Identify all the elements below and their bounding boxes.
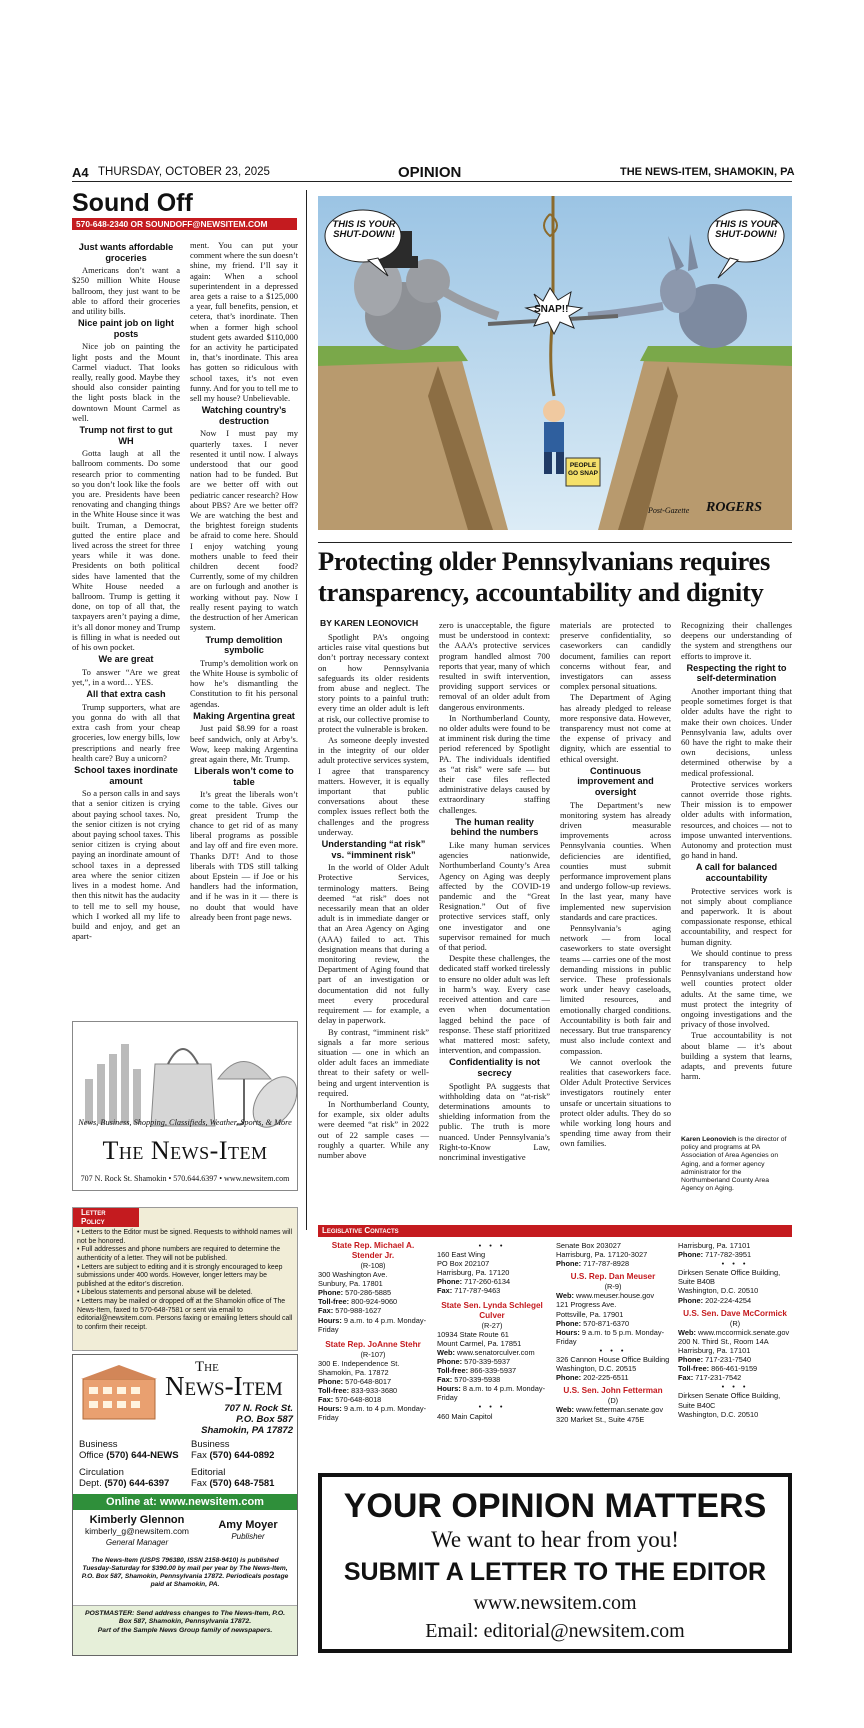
- paragraph: We should continue to press for transparency to help Pennsylvanians understand how well counties protect older adults. At the same time, we must protect the integrity of ongoing investigations and the privacy of those involved.: [681, 947, 792, 1030]
- ad-address: 707 N. Rock St. Shamokin • 570.644.6397 • www.newsitem.com: [80, 1174, 290, 1183]
- paragraph: Spotlight PA’s ongoing articles raise vital questions but don’t portray necessary context on how Pennsylvania safeguards its older residents from abuse and neglect. The story points to a painful truth: every time an older adult is left at risk, our collective promise to protect the vulnerable is broken.: [318, 632, 429, 734]
- paragraph: Protective services work is not simply about compliance and paperwork. It is about compassionate response, ethical accountability, and respect for human dignity.: [681, 885, 792, 947]
- paragraph: Gotta laugh at all the ballroom comments. Do some research prior to commenting so you don’t look like the fools you are. Presidents have been renovating and changing things in the White House since it was built. Truman, a Democrat, gutted the entire place and lived across the street for three years while it was done. Presidents on both political sides have lamented that the White House needed a ballroom. Trump is getting it done, on top of all that, the taxpayers aren’t paying a dime, it’s all donor money and Trump is filling in what is needed out of his own pocket.: [72, 448, 180, 653]
- subhead: The human reality behind the numbers: [450, 816, 539, 838]
- policy-item: • Full addresses and phone numbers are required to determine the authenticity of a letter. They will not be published.: [77, 1246, 281, 1262]
- soundoff-column-1: [72, 240, 180, 942]
- paragraph: The Department’s new monitoring system has already driven measurable improvements across Pennsylvania counties. When deficiencies are identified, counties must submit performance improvement plans and undergo follow-up reviews. In the last year, many have implemented new supervision standards and care practices.: [560, 799, 671, 922]
- legislative-column-3: Senate Box 203027 Harrisburg, Pa. 17120-3027 Phone: 717-787-8928 U.S. Rep. Dan Meuser (R-9) Web: www.meuser.house.gov 121 Progress Ave. Pottsville, Pa. 17901 Phone: 570-871-6370 Hours: 9 a.m. to 5 p.m. Monday-Friday • • • 326 Cannon House Office Building Washington, D.C. 20515 Phone: 202-225-6511 U.S. Sen. John Fetterman (D) Web: www.fetterman.senate.gov 320 Market St., Suite 475E: [556, 1241, 670, 1424]
- promo-email[interactable]: Email: editorial@newsitem.com: [425, 1620, 685, 1642]
- legislative-column-2: • • • 160 East Wing PO Box 202107 Harrisburg, Pa. 17120 Phone: 717-260-6134 Fax: 717-787-9463 State Sen. Lynda Schlegel Culver (R-27) 10934 State Route 61 Mount Carmel, Pa. 17851 Web: www.senatorculver.com Phone: 570-339-5937 Toll-free: 866-339-5937 Fax: 570-339-5938 Hours: 8 a.m. to 4 p.m. Monday-Friday • • • 460 Main Capitol: [437, 1241, 546, 1421]
- subhead: Watching country’s destruction: [201, 405, 287, 426]
- paragraph: So a person calls in and says that a senior citizen is crying about paying school taxes. No, the senior citizen is not crying about paying school taxes. This senior citizen is crying about paying an inordinate amount of school taxes in a depressed area where the senior citizen lives in a modest home. And then this nitwit has the audacity to tell me to sell my house, which I worked all my life to build and enjoy, and get an apart-: [72, 788, 180, 942]
- paragraph: materials are protected to preserve confidentiality, so caseworkers can candidly document, families can report concerns without fear, and investigators can assess complex personal situations.: [560, 620, 671, 692]
- subhead: Respecting the right to self-determination: [686, 662, 787, 684]
- header-rule: [72, 181, 792, 182]
- business-office: Business Office (570) 644-NEWS: [79, 1439, 179, 1461]
- article-column-3: [560, 620, 671, 1150]
- promo-headline: YOUR OPINION MATTERS: [343, 1487, 767, 1525]
- subhead: School taxes inordinate amount: [74, 765, 178, 786]
- contact-web-link[interactable]: www.meuser.house.gov: [576, 1291, 655, 1301]
- contact-name: U.S. Sen. Dave McCormick: [683, 1308, 787, 1318]
- promo-subhead: We want to hear from you!: [431, 1527, 679, 1552]
- page-number: A4: [72, 165, 89, 180]
- paragraph: Recognizing their challenges deepens our understanding of the system and strengthens our efforts to improve it.: [681, 620, 792, 661]
- circulation-dept: Circulation Dept. (570) 644-6397: [79, 1467, 170, 1489]
- ad-tagline: News, Business, Shopping, Classifieds, Weather, Sports, & More: [78, 1118, 292, 1127]
- newsitem-ad: [72, 1021, 298, 1191]
- contact-name: U.S. Sen. John Fetterman: [563, 1386, 663, 1396]
- building-icon: [79, 1361, 159, 1421]
- balloon-left-text: THIS IS YOUR SHUT-DOWN!: [332, 219, 396, 240]
- contact-name: U.S. Rep. Dan Meuser: [570, 1272, 656, 1282]
- postmaster-box: POSTMASTER: Send address changes to The News-Item, P.O. Box 587, Shamokin, Pennsylvania 17872. Part of the Sample News Group family of newspapers.: [73, 1605, 297, 1655]
- subhead: All that extra cash: [86, 689, 166, 700]
- paragraph: By contrast, “imminent risk” signals a far more serious situation — one in which an older adult faces an immediate threat to their safety or well-being and urgent intervention is required.: [318, 1026, 429, 1098]
- paragraph: In the world of Older Adult Protective Services, terminology matters. Being deemed “at risk” does not necessarily mean that an older adult is in immediate danger or that an Area Agency on Aging (AAA) failed to act. This designation means that during a monitoring review, the Department of Aging found that part of an investigation or documentation did not fully meet every procedural requirement — for example, a delay in paperwork.: [318, 862, 429, 1026]
- publisher: Amy Moyer Publisher: [218, 1519, 278, 1541]
- author-bio: Karen Leonovich is the director of policy and programs at PA Association of Area Agencies on Aging, and a former agency administrator for the Northumberland County Area Agency on Aging.: [681, 1136, 787, 1193]
- paragraph: Another important thing that people sometimes forget is that older adults have the right to make their own choices. Under Pennsylvania law, adults over 60 have the right to make their own decisions, unless determined otherwise by a medical professional.: [681, 686, 792, 778]
- paragraph: Despite these challenges, the dedicated staff worked tirelessly to ensure no older adult was left in harm’s way. Every case received attention and care — even when documentation lagged behind the pace of response. These staff prioritized what mattered most: safety, intervention, and compassion.: [439, 953, 550, 1056]
- cartoon-rule: [318, 542, 792, 543]
- article-column-2: [439, 620, 550, 1163]
- paragraph: As someone deeply invested in the integrity of our older adult protective services system, I agree that transparency matters. However, it is equally important that public conversations about these complex issues reflect both the challenges and the progress underway.: [318, 735, 429, 837]
- letter-policy-list: [73, 1227, 297, 1334]
- shopping-bag-icon: [151, 1049, 215, 1126]
- paragraph: Just paid $8.99 for a roast beef sandwich, only at Arby’s. Wow, keep making Argentina great again there, Mr. Trump.: [190, 723, 298, 764]
- paragraph: To answer “Are we great yet,”, in a word… YES.: [72, 666, 180, 688]
- page-date: THURSDAY, OCTOBER 23, 2025: [98, 166, 270, 178]
- promo-website[interactable]: www.newsitem.com: [473, 1592, 637, 1614]
- paragraph: In Northumberland County, for example, six older adults were deemed “at risk” in 2022 out of 22 sample cases — roughly a quarter. While any number above: [318, 1098, 429, 1160]
- contact-name: State Rep. Michael A. Stender Jr.: [331, 1241, 415, 1260]
- masthead-box: [72, 1354, 298, 1656]
- cartoon-credit: Post-Gazette: [648, 506, 690, 515]
- legislative-column-4: Harrisburg, Pa. 17101 Phone: 717-782-3951 • • • Dirksen Senate Office Building, Suite B40B Washington, D.C. 20510 Phone: 202-224-4254 U.S. Sen. Dave McCormick (R) Web: www.mccormick.senate.gov 200 N. Third St., Room 14A Harrisburg, Pa. 17101 Phone: 717-231-7540 Toll-free: 866-461-9159 Fax: 717-231-7542 • • • Dirksen Senate Office Building, Suite B40C Washington, D.C. 20510: [678, 1241, 792, 1419]
- soundoff-contact-bar: 570-648-2340 OR SOUNDOFF@NEWSITEM.COM: [72, 218, 297, 230]
- article-column-4: [681, 620, 792, 1083]
- subhead: Continuous improvement and oversight: [577, 765, 654, 798]
- contact-web-link[interactable]: www.senatorculver.com: [457, 1347, 535, 1357]
- editorial-fax: Editorial Fax (570) 648-7581: [191, 1467, 275, 1489]
- business-fax: Business Fax (570) 644-0892: [191, 1439, 275, 1461]
- contact-web-link[interactable]: www.fetterman.senate.gov: [576, 1405, 664, 1415]
- general-manager: Kimberly Glennon kimberly_g@newsitem.com General Manager: [84, 1514, 190, 1547]
- legislative-contacts-bar: Legislative Contacts: [318, 1225, 792, 1237]
- promo-cta: SUBMIT A LETTER TO THE EDITOR: [343, 1558, 767, 1586]
- subhead: Liberals won’t come to table: [194, 766, 294, 787]
- contact-web-link[interactable]: www.mccormick.senate.gov: [698, 1327, 790, 1337]
- subhead: Understanding “at risk” vs. “imminent risk”: [321, 839, 426, 860]
- subhead: Confidentiality is not secrecy: [449, 1057, 540, 1078]
- letter-policy-box: [72, 1207, 298, 1351]
- contact-name: State Sen. Lynda Schlegel Culver: [441, 1300, 543, 1320]
- subhead: Nice paint job on light posts: [78, 318, 174, 339]
- policy-item: • Letters may be mailed or dropped off at the Shamokin office of The News-Item, faxed to 570-648-7581 or sent via email to editorial@newsitem.com. Persons faxing or emailing letters should call to confirm their receipt.: [77, 1297, 293, 1331]
- contact-name: State Rep. JoAnne Stehr: [325, 1339, 421, 1349]
- chart-bars-icon: [85, 1044, 141, 1124]
- policy-item: • Libelous statements and personal abuse will be deleted.: [77, 1289, 253, 1297]
- snap-text: SNAP!!: [534, 304, 569, 315]
- editorial-cartoon: [318, 196, 792, 530]
- paragraph: We cannot overlook the realities that caseworkers face. Older Adult Protective Services investigators routinely enter unsafe or uncertain situations to protect older adults. They do so while working long hours and spending time away from their own families.: [560, 1056, 671, 1149]
- paragraph: It’s great the liberals won’t come to the table. Gives our great president Trump the chance to get rid of as many liberal programs as possible and lay off and fire even more. Thanks DJT! And to those liberals with TDS still talking about Epstein — if Joe or his handlers had the information, and if he was in it — there is no doubt that would have already been front page news.: [190, 789, 298, 922]
- paragraph: Like many human services agencies nationwide, Northumberland County’s Area Agency on Aging was deeply affected by the COVID-19 pandemic and the “Great Resignation.” Out of five protective services staff, only one investigator and one supervisor remained for much of that period.: [439, 840, 550, 953]
- balloon-right-text: THIS IS YOUR SHUT-DOWN!: [714, 219, 778, 240]
- opinion-promo-box[interactable]: [318, 1473, 792, 1653]
- cartoon-signature: ROGERS: [706, 500, 763, 515]
- ad-logo: The News-Item: [102, 1136, 268, 1165]
- paragraph: Now I must pay my quarterly taxes. I never resented it until now. I always understood that our good nation had to be funded. But are we better off with out pediatric cancer research? How about PBS? Are we better off? We are watching the best and the brightest foreign students be afraid to come here. Should I enjoy watching young mothers unable to feed their children decent food? Currently, some of my children are on furlough and another is working without pay. Now I really resent paying to watch the destruction of her American system.: [190, 428, 298, 633]
- subhead: Trump not first to gut WH: [79, 425, 173, 446]
- paragraph: In Northumberland County, no older adults were found to be at imminent risk during the time period referenced by Spotlight PA. The individuals identified as “at risk” were safe — but their case files reflected administrative delays caused by extraordinary staffing challenges.: [439, 712, 550, 815]
- article-byline: BY KAREN LEONOVICH: [320, 618, 419, 628]
- legislative-column-1: State Rep. Michael A. Stender Jr. (R-108) 300 Washington Ave. Sunbury, Pa. 17801 Phone: 570-286-5885 Toll-free: 800-924-9060 Fax: 570-988-1627 Hours: 9 a.m. to 4 p.m. Monday-Friday State Rep. JoAnne Stehr (R-107) 300 E. Independence St. Shamokin, Pa. 17872 Phone: 570-648-8017 Toll-free: 833-933-3680 Fax: 570-648-8018 Hours: 9 a.m. to 4 p.m. Monday-Friday: [318, 1241, 427, 1423]
- subhead: Making Argentina great: [193, 710, 295, 721]
- soundoff-column-2: [190, 240, 298, 923]
- policy-item: • Letters to the Editor must be signed. Requests to withhold names will not be honored.: [77, 1229, 292, 1245]
- paragraph: zero is unacceptable, the figure must be understood in context: the AAA’s protective services program handled almost 700 reports that year, many of which resulted in swift intervention, providing support services or removal of an older adult from dangerous environments.: [439, 620, 550, 712]
- subhead: Just wants affordable groceries: [78, 242, 174, 263]
- column-divider: [306, 190, 307, 1230]
- paper-name: THE NEWS-ITEM, SHAMOKIN, PA: [620, 166, 795, 178]
- paragraph: Protective services workers cannot override those rights. Their mission is to empower older adults with information, resources, and choices — not to impose unwanted interventions. Autonomy and protection must go hand in hand.: [681, 778, 792, 861]
- usps-statement: The News-Item (USPS 796380, ISSN 2158-9410) is published Tuesday-Saturday for $390.00 by mail per year by The News-Item, P.O. Box 587, Shamokin, Pennsylvania 17872. Periodicals postage paid at Shamokin, PA.: [81, 1557, 289, 1588]
- paragraph: Nice job on painting the light posts and the Mount Carmel viaduct. That looks really, really good. Maybe they should also consider painting the light posts black in the downtown Mount Carmel as well.: [72, 341, 180, 423]
- masthead-the: The: [195, 1359, 219, 1375]
- masthead-logo: News-Item: [165, 1371, 283, 1401]
- subhead: We are great: [98, 654, 154, 665]
- subhead: A call for balanced accountability: [695, 862, 778, 884]
- paragraph: Americans don’t want a $250 million White House ballroom, they just want to be able to afford their groceries and utility bills.: [72, 265, 180, 316]
- article-column-1: [318, 632, 429, 1161]
- subhead: Trump demolition symbolic: [205, 634, 283, 656]
- paragraph: Trump’s demolition work on the White House is symbolic of how he’s dismantling the Constitution to fit his personal agendas.: [190, 657, 298, 709]
- letter-policy-title: Letter Policy: [73, 1208, 139, 1227]
- soundoff-title: Sound Off: [72, 189, 193, 217]
- masthead-address: 707 N. Rock St. P.O. Box 587 Shamokin, PA 17872: [201, 1403, 293, 1436]
- article-headline: Protecting older Pennsylvanians requires transparency, accountability and dignity: [318, 546, 771, 607]
- paragraph: The Department of Aging has already pledged to release more responsive data. However, transparency must not come at the expense of privacy and dignity, which are essential to ethical oversight.: [560, 692, 671, 764]
- section-title: OPINION: [398, 164, 462, 181]
- online-bar[interactable]: Online at: www.newsitem.com: [73, 1494, 297, 1510]
- paragraph: Trump supporters, what are you gonna do with all that extra cash from your cheap groceries, low energy bills, low prescriptions and nearly free health care? Buy a unicorn?: [72, 701, 180, 763]
- policy-item: • Letters are subject to editing and it is strongly encouraged to keep submissions under 400 words. However, longer letters may be published at the editor’s discretion.: [77, 1263, 283, 1288]
- paragraph: True accountability is not about blame — it’s about building a system that learns, adapts, and prevents future harm.: [681, 1030, 792, 1082]
- paragraph: Pennsylvania’s aging network — from local caseworkers to state oversight teams — carries one of the most demanding missions in public service. These professionals work under heavy caseloads, limited resources, and emotionally charged conditions. Accountability is both fair and necessary. But true transparency must also include context and compassion.: [560, 923, 671, 1056]
- sign-text: PEOPLE GO SNAP: [568, 462, 598, 477]
- paragraph: ment. You can put your comment where the sun doesn’t shine, my friend. I’ll say it again: When a school superintendent in a depressed area gets a raise to a $125,000 a year, full benefits, pension, et cetera, that’s inordinate. Then when a former high school student gets awarded $110,000 for an activity he participated in, that’s inordinate. This area has gotten so ridiculous with school taxes, it’s not even funny. And for you to tell me to sell my house? Unbelievable.: [190, 240, 298, 404]
- paragraph: Spotlight PA suggests that withholding data on “at-risk” determinations amounts to shielding information from the public. The truth is more nuanced. Under Pennsylvania’s Right-to-Know Law, noncriminal investigative: [439, 1080, 550, 1162]
